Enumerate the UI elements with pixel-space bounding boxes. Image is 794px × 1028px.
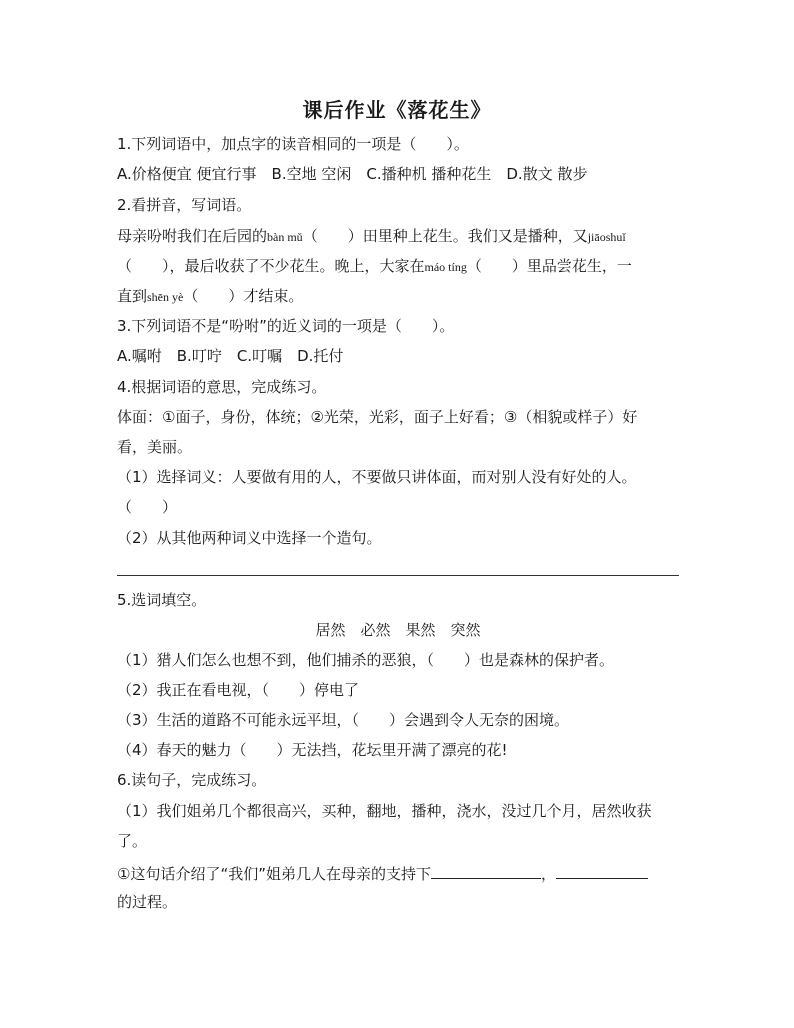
q3-stem: 3.下列词语不是“吩咐”的近义词的一项是（ ）。 (117, 317, 455, 335)
q2-text: 母亲吩咐我们在后园的 (117, 227, 268, 245)
q5-word-bank: 居然 必然 果然 突然 (315, 621, 481, 639)
q6-answer-blank-1[interactable] (431, 862, 541, 879)
q2-stem: 2.看拼音，写词语。 (117, 196, 252, 214)
q1-options: A.价格便宜 便宜行事 B.空地 空闲 C.播种机 播种花生 D.散文 散步 (117, 165, 588, 183)
q2-text: （ ）田里种上花生。我们又是播种，又 (302, 227, 588, 245)
q4-sub1-answer-blank[interactable]: （ ） (117, 498, 178, 516)
q6-task-line (117, 862, 679, 884)
q2-text: （ ），最后收获了不少花生。晚上，大家在 (117, 257, 425, 275)
q4-definition-line-1: 体面：①面子，身份，体统；②光荣，光彩，面子上好看；③（相貌或样子）好 (117, 408, 638, 426)
pinyin-banmu: bàn mǔ (267, 230, 303, 244)
q3-options: A.嘱咐 B.叮咛 C.叮嘱 D.托付 (117, 347, 344, 365)
q6-task-separator: ， (541, 865, 557, 883)
pinyin-maoting: máo tíng (424, 260, 467, 274)
q5-sentence-2: （2）我正在看电视，（ ）停电了 (117, 681, 360, 699)
answer-line[interactable] (117, 575, 679, 576)
page-title: 课后作业《落花生》 (302, 98, 492, 122)
q5-sentence-3: （3）生活的道路不可能永远平坦，（ ）会遇到令人无奈的困境。 (117, 711, 570, 729)
q5-sentence-1: （1）猎人们怎么也想不到，他们捕杀的恶狼，（ ）也是森林的保护者。 (117, 651, 615, 669)
q2-passage-line-1 (117, 226, 679, 247)
q2-text: 直到 (117, 287, 148, 305)
q2-passage-line-3 (117, 286, 679, 307)
q2-passage-line-2 (117, 256, 679, 277)
q6-stem: 6.读句子，完成练习。 (117, 771, 267, 789)
pinyin-jiaoshui: jiāoshuǐ (587, 230, 626, 244)
q2-text: （ ）才结束。 (183, 287, 304, 305)
q6-task-text: ①这句话介绍了“我们”姐弟几人在母亲的支持下 (117, 865, 431, 883)
q6-answer-blank-2[interactable] (556, 862, 648, 879)
q4-stem: 4.根据词语的意思，完成练习。 (117, 378, 327, 396)
q6-sentence-line-2: 了。 (117, 832, 148, 850)
q6-sentence-line-1: （1）我们姐弟几个都很高兴，买种，翻地，播种，浇水，没过几个月，居然收获 (117, 802, 652, 820)
q1-stem: 1.下列词语中，加点字的读音相同的一项是（ ）。 (117, 135, 469, 153)
pinyin-shenye: shēn yè (147, 290, 184, 304)
q4-definition-line-2: 看，美丽。 (117, 438, 193, 456)
q5-sentence-4: （4）春天的魅力（ ）无法挡，花坛里开满了漂亮的花! (117, 741, 508, 759)
q4-sub1: （1）选择词义：人要做有用的人，不要做只讲体面，而对别人没有好处的人。 (117, 468, 637, 486)
q5-stem: 5.选词填空。 (117, 591, 207, 609)
q2-text: （ ）里品尝花生，一 (466, 257, 632, 275)
q6-task-end: 的过程。 (117, 893, 178, 911)
q4-sub2: （2）从其他两种词义中选择一个造句。 (117, 529, 382, 547)
